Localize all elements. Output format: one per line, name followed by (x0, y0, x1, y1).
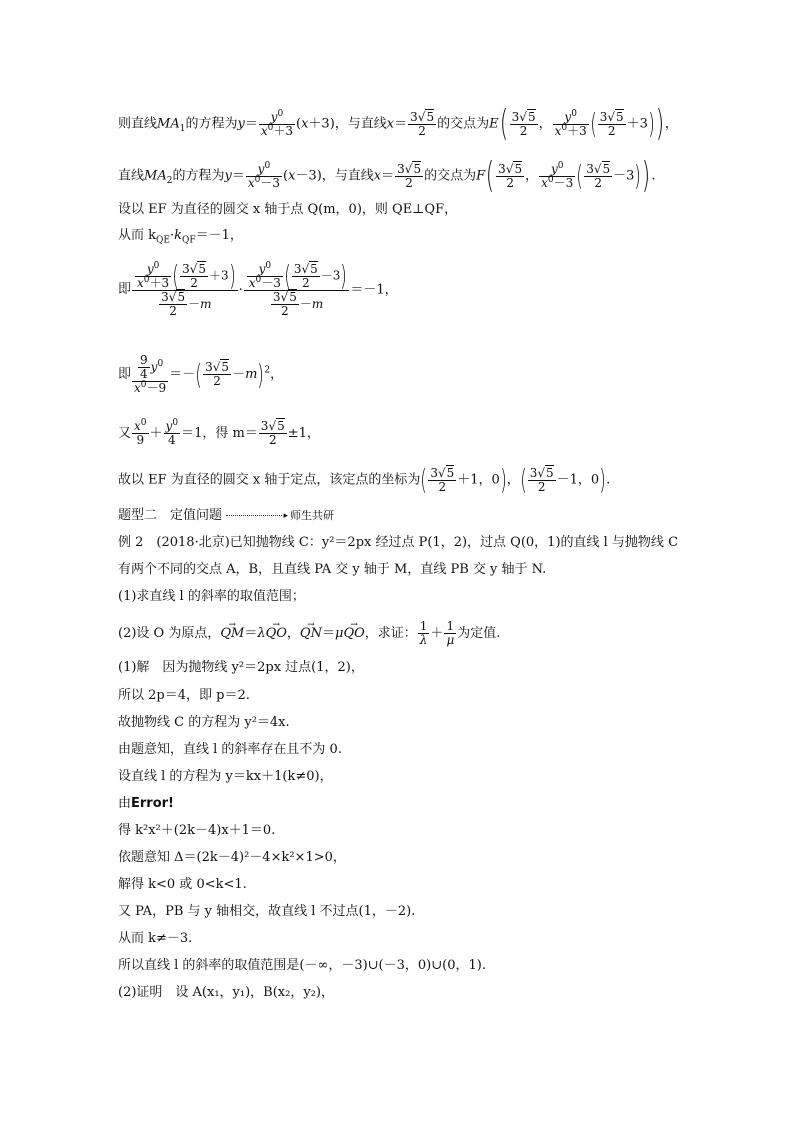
solution-line-9: 解得 k<0 或 0<k<1. (118, 877, 247, 892)
line-ma1-equation: 则直线$MA_1$的方程为y＝ $\frac{y^0}{x^0+3}$ (x＋3)，与直线x＝ $\frac{3√5}{2}$ 的交点为E( $\frac{3√5}{2}$ ， $\frac{y^0}{x^0+3}$ ( $\frac{3√5}{2}$ ＋3))， (118, 103, 678, 144)
line-fixed-point: 故以 EF 为直径的圆交 x 轴于定点，该定点的坐标为( $\frac{3√5}{2}$ ＋1，0)，( $\frac{3√5}{2}$ －1，0). (118, 463, 611, 496)
solution-line-4: 由题意知，直线 l 的斜率存在且不为 0. (118, 742, 342, 757)
solution-line-6 (118, 796, 174, 812)
solution-line-3: 故抛物线 C 的方程为 y²＝4x. (118, 715, 290, 730)
text: 为定值. (457, 626, 501, 641)
text: (2018·北京)已知抛物线 C：y²＝2px 经过点 P(1，2)，过点 Q(0，1)的直线 l 与抛物线 C (156, 535, 679, 550)
solution-line-8: 依题意知 Δ＝(2k－4)²－4×k²×1>0， (118, 850, 346, 865)
solution-line-10: 又 PA，PB 与 y 轴相交，故直线 l 不过点(1，－2). (118, 904, 416, 919)
line-simplified-eq: 即 $\frac{9}{4}$ $y^0$ $x^0-9$ ＝－( $\frac{3√5}{2}$ －m)$^2$， (118, 353, 284, 395)
text: ＝1，得 m＝ (181, 426, 258, 441)
text: 即 (118, 367, 132, 382)
text: MA (157, 116, 180, 132)
text: 从而 k (118, 228, 157, 243)
text: 直线 (118, 168, 145, 184)
solution-line-11: 从而 k≠－3. (118, 931, 193, 946)
text: 故以 EF 为直径的圆交 x 轴于定点，该定点的坐标为 (118, 472, 421, 488)
text: 的交点为 (424, 168, 477, 184)
text: (2)设 O 为原点， (118, 626, 221, 641)
solution-line-5: 设直线 l 的方程为 y＝kx＋1(k≠0)， (118, 769, 333, 784)
text: 即 (118, 282, 132, 297)
line-ma2-equation: 直线$MA_2$的方程为y＝ $\frac{y^0}{x^0-3}$ (x－3)，与直线x＝ $\frac{3√5}{2}$ 的交点为F( $\frac{3√5}{2}$ ， $\frac{y^0}{x^0-3}$ ( $\frac{3√5}{2}$ －3)). (118, 155, 656, 196)
line-ellipse-condition: 又 $\frac{x^0}{9}$ ＋ $\frac{y^0}{4}$ ＝1，得 m＝ $\frac{3√5}{2}$ ±1， (118, 418, 320, 447)
text: 又 (118, 426, 132, 441)
line-circle-intersection: 设以 EF 为直径的圆交 x 轴于点 Q(m，0)，则 QE⊥QF， (118, 202, 458, 217)
text: 则直线 (118, 116, 158, 132)
text: ，与直线 (321, 168, 374, 184)
section-header (118, 508, 334, 524)
solution-line-1: (1)解 因为抛物线 y²＝2px 过点(1，2)， (118, 660, 364, 675)
line-compound-fraction: 即 $\frac{y^0}{x^0+3}$ ( $\frac{3√5}{2}$ ＋3) $\frac{3√5}{2}$ －m · $\frac{y^0}{x^0-3}$ ( $\frac{3√5}{2}$ －3) $\frac{3√5}{2}$ －m ＝－1， (118, 259, 398, 318)
text: MA (144, 168, 167, 184)
section-title: 题型二 定值问题 (118, 508, 223, 523)
text: ，求证： (364, 626, 417, 641)
arrow-icon (226, 515, 282, 516)
solution-line-12: 所以直线 l 的斜率的取值范围是(－∞，－3)∪(－3，0)∪(0，1). (118, 958, 486, 973)
section-tag: 师生共研 (290, 509, 335, 522)
example-label: 例 2 (118, 535, 144, 550)
question-2: (2)设 O 为原点，→ QM＝λ→ QO，→ QN＝μ→ QO，求证： $\frac{1}{\lambda}$ ＋ $\frac{1}{\mu}$ 为定值. (118, 620, 500, 647)
question-1: (1)求直线 l 的斜率的取值范围； (118, 589, 305, 604)
example-line-2: 有两个不同的交点 A，B，且直线 PA 交 y 轴于 M，直线 PB 交 y 轴于 N. (118, 562, 547, 577)
error-text: Error! (131, 796, 174, 811)
text: 的交点为 (437, 116, 490, 132)
text: ±1， (287, 426, 320, 441)
example-line-1 (118, 535, 678, 551)
solution-line-7: 得 k²x²＋(2k－4)x＋1＝0. (118, 823, 276, 838)
text: 的方程为 (185, 116, 238, 132)
solution-line-2: 所以 2p＝4，即 p＝2. (118, 688, 250, 703)
text: ，与直线 (334, 116, 387, 132)
text: 由 (118, 796, 132, 811)
text: 的方程为 (172, 168, 225, 184)
solution-line-13: (2)证明 设 A(x₁，y₁)，B(x₂，y₂)， (118, 985, 334, 1000)
line-slope-product: 从而 $k_{QE}\cdot k_{QF}=-1$， (118, 228, 243, 246)
